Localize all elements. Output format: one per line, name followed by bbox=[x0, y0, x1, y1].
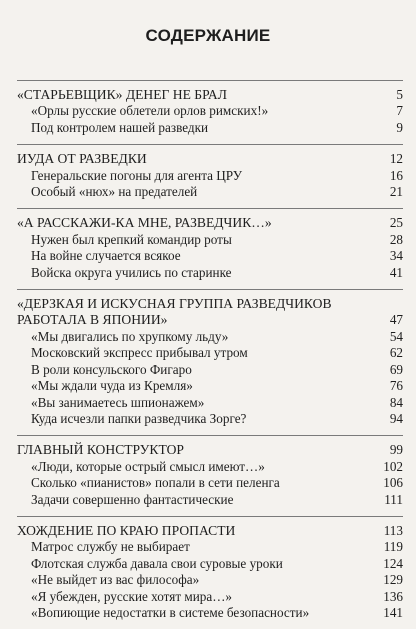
section-title: Особый «нюх» на предателей bbox=[31, 184, 198, 200]
section-page-number: 9 bbox=[396, 119, 403, 135]
section-title: «Люди, которые острый смысл имеют…» bbox=[31, 458, 265, 474]
section-page-number: 54 bbox=[389, 328, 403, 344]
section-entry bbox=[17, 232, 403, 248]
section-entry bbox=[17, 411, 403, 427]
section-title: Сколько «пианистов» попали в сети пеленга bbox=[31, 475, 280, 491]
chapter-entry bbox=[17, 296, 403, 329]
section-title: «Вы занимаетесь шпионажем» bbox=[31, 394, 205, 410]
section-page-number: 34 bbox=[389, 248, 403, 264]
chapter-page-number: 47 bbox=[389, 312, 403, 328]
section-page-number: 62 bbox=[389, 345, 403, 361]
toc-chapter bbox=[17, 289, 403, 427]
toc-chapter bbox=[17, 80, 403, 136]
section-entry bbox=[17, 265, 403, 281]
chapter-entry bbox=[17, 523, 403, 539]
chapter-page-number: 113 bbox=[383, 522, 403, 538]
section-entry bbox=[17, 345, 403, 361]
chapter-title: ХОЖДЕНИЕ ПО КРАЮ ПРОПАСТИ bbox=[17, 522, 236, 538]
section-entry bbox=[17, 589, 403, 605]
section-page-number: 7 bbox=[396, 103, 403, 119]
chapter-title: «СТАРЬЕВЩИК» ДЕНЕГ НЕ БРАЛ bbox=[17, 87, 227, 102]
table-of-contents bbox=[17, 80, 403, 629]
toc-chapter bbox=[17, 516, 403, 621]
section-title: В роли консульского Фигаро bbox=[31, 361, 192, 377]
section-page-number: 94 bbox=[389, 410, 403, 426]
chapter-page-number: 99 bbox=[389, 442, 403, 458]
section-entry bbox=[17, 168, 403, 184]
section-entry bbox=[17, 103, 403, 119]
section-entry bbox=[17, 248, 403, 264]
chapter-title: «ДЕРЗКАЯ И ИСКУСНАЯ ГРУППА РАЗВЕДЧИКОВ РАБОТАЛА В ЯПОНИИ» bbox=[17, 296, 332, 328]
section-page-number: 119 bbox=[383, 539, 403, 555]
section-title: «Я убежден, русские хотят мира…» bbox=[31, 588, 233, 604]
section-page-number: 21 bbox=[389, 184, 403, 200]
chapter-page-number: 5 bbox=[396, 87, 403, 102]
section-page-number: 69 bbox=[389, 361, 403, 377]
section-entry bbox=[17, 475, 403, 491]
section-title: «Орлы русские облетели орлов римских!» bbox=[31, 103, 269, 119]
chapter-page-number: 12 bbox=[389, 151, 403, 167]
section-page-number: 102 bbox=[383, 458, 403, 474]
chapter-title: ИУДА ОТ РАЗВЕДКИ bbox=[17, 151, 147, 167]
section-title: Войска округа учились по старинке bbox=[31, 264, 232, 280]
section-entry bbox=[17, 184, 403, 200]
section-page-number: 129 bbox=[383, 572, 403, 588]
section-title: Нужен был крепкий командир роты bbox=[31, 231, 232, 247]
chapter-entry bbox=[17, 215, 403, 231]
section-title: Московский экспресс прибывал утром bbox=[31, 345, 248, 361]
chapter-entry bbox=[17, 151, 403, 167]
chapter-title: ГЛАВНЫЙ КОНСТРУКТОР bbox=[17, 442, 184, 458]
chapter-page-number: 25 bbox=[389, 215, 403, 231]
section-title: Матрос службу не выбирает bbox=[31, 539, 190, 555]
section-entry bbox=[17, 572, 403, 588]
section-entry bbox=[17, 459, 403, 475]
toc-chapter bbox=[17, 435, 403, 508]
section-title: Флотская служба давала свои суровые уроки bbox=[31, 555, 283, 571]
section-page-number: 136 bbox=[383, 588, 403, 604]
section-entry bbox=[17, 329, 403, 345]
chapter-entry bbox=[17, 442, 403, 458]
chapter-title: «А РАССКАЖИ-КА МНЕ, РАЗВЕДЧИК…» bbox=[17, 215, 272, 231]
section-page-number: 124 bbox=[383, 555, 403, 571]
section-entry bbox=[17, 120, 403, 136]
section-entry bbox=[17, 378, 403, 394]
section-page-number: 106 bbox=[383, 475, 403, 491]
section-entry bbox=[17, 362, 403, 378]
section-entry bbox=[17, 539, 403, 555]
section-page-number: 141 bbox=[383, 604, 403, 620]
section-title: Под контролем нашей разведки bbox=[31, 119, 209, 135]
section-title: На войне случается всякое bbox=[31, 248, 181, 264]
chapter-entry bbox=[17, 87, 403, 103]
section-page-number: 111 bbox=[384, 491, 403, 507]
section-page-number: 28 bbox=[389, 231, 403, 247]
section-page-number: 16 bbox=[389, 167, 403, 183]
section-title: «Мы двигались по хрупкому льду» bbox=[31, 328, 229, 344]
toc-chapter bbox=[17, 208, 403, 281]
section-entry bbox=[17, 492, 403, 508]
section-title: Задачи совершенно фантастические bbox=[31, 491, 234, 507]
section-entry bbox=[17, 605, 403, 621]
section-entry bbox=[17, 556, 403, 572]
section-title: «Не выйдет из вас философа» bbox=[31, 572, 200, 588]
section-title: Куда исчезли папки разведчика Зорге? bbox=[31, 410, 247, 426]
section-entry bbox=[17, 395, 403, 411]
section-title: Генеральские погоны для агента ЦРУ bbox=[31, 167, 243, 183]
section-page-number: 41 bbox=[389, 264, 403, 280]
section-title: «Мы ждали чуда из Кремля» bbox=[31, 378, 193, 394]
toc-chapter bbox=[17, 144, 403, 200]
page-title: СОДЕРЖАНИЕ bbox=[145, 26, 271, 45]
section-page-number: 76 bbox=[389, 378, 403, 394]
section-title: «Вопиющие недостатки в системе безопасности» bbox=[31, 604, 310, 620]
section-page-number: 84 bbox=[389, 394, 403, 410]
